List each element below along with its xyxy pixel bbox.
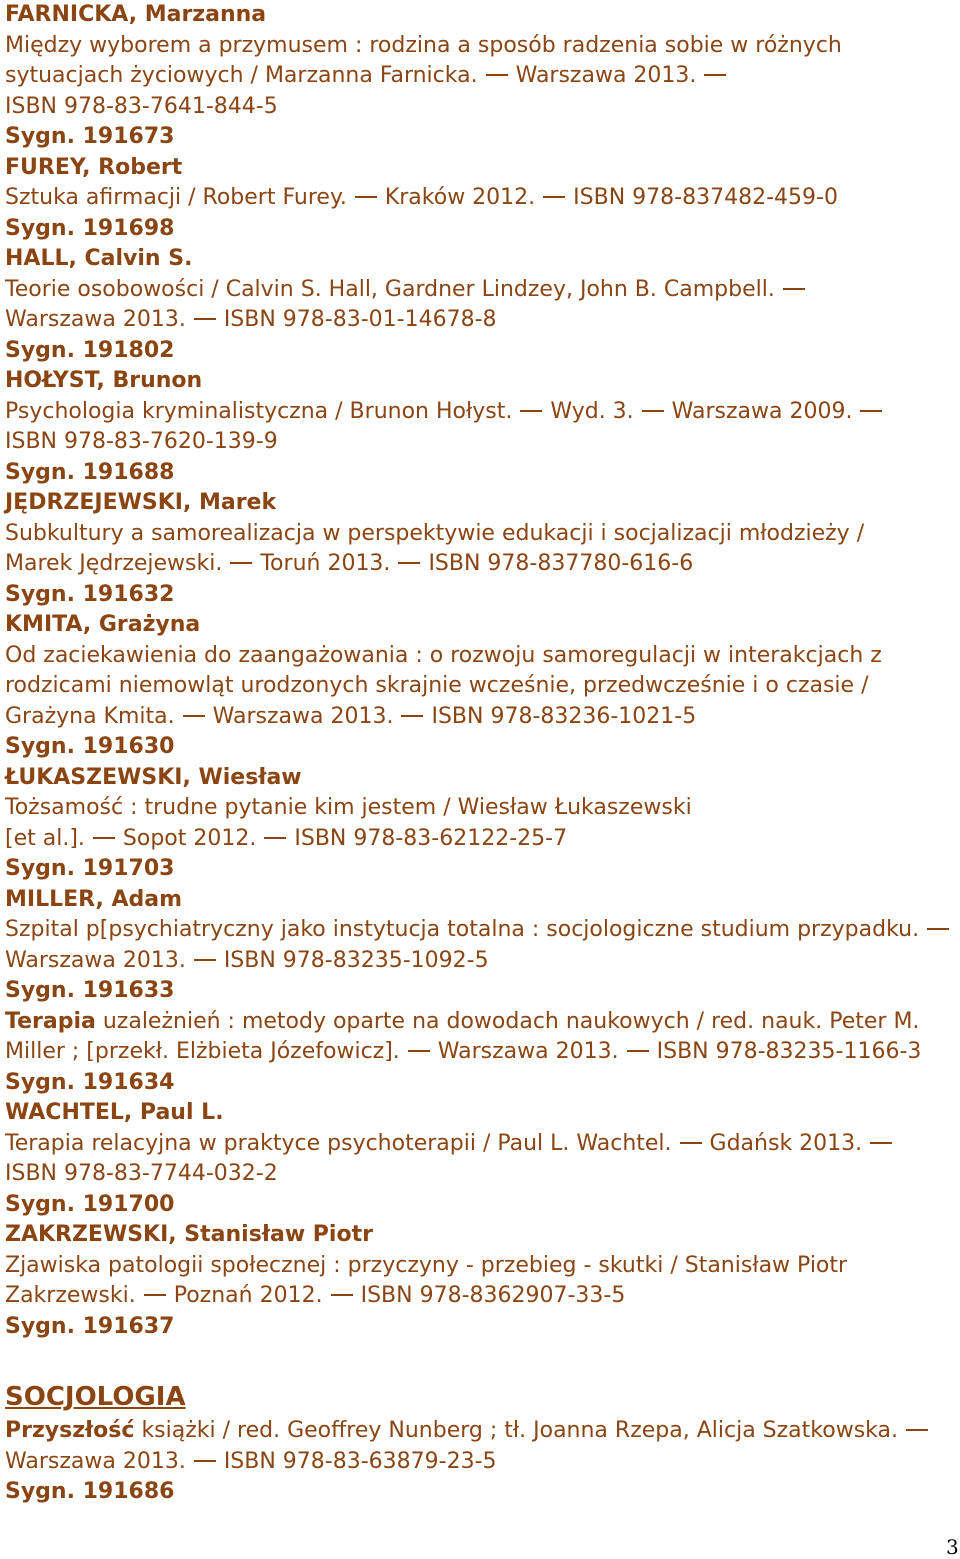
entry-line: [et al.]. Sopot 2012. ISBN 978-83-62122-25-7 [5,825,568,851]
catalog-entry [5,488,955,610]
entry-line: Szpital p[psychiatryczny jako instytucja totalna : socjologiczne studium przypadku. [5,915,955,946]
catalog-content [5,0,955,1508]
entry-author: ZAKRZEWSKI, Stanisław Piotr [5,1222,373,1247]
entry-signature: Sygn. 191637 [5,1313,175,1339]
entry-line: Warszawa 2013. ISBN 978-83235-1092-5 [5,947,489,973]
entry-line: Terapia relacyjna w praktyce psychoterapii / Paul L. Wachtel. Gdańsk 2013. [5,1129,955,1160]
entry-author: JĘDRZEJEWSKI, Marek [5,490,277,515]
entry-author: WACHTEL, Paul L. [5,1100,224,1125]
entry-title: Tożsamość : trudne pytanie kim jestem / Wiesław Łukaszewski [5,795,692,820]
entry-signature: Sygn. 191688 [5,459,175,485]
entry-title: Od zaciekawienia do zaangażowania : o rozwoju samoregulacji w interakcjach z [5,642,882,668]
section-heading: SOCJOLOGIA [5,1382,186,1412]
catalog-entry [5,366,955,488]
entry-line: Zakrzewski. Poznań 2012. ISBN 978-8362907-33-5 [5,1283,626,1308]
entry-author: MILLER, Adam [5,886,183,912]
entry-line: Miller ; [przekł. Elżbieta Józefowicz]. Warszawa 2013. ISBN 978-83235-1166-3 [5,1039,922,1064]
entry-title-keyword: Terapia [5,1008,96,1034]
entry-line: Warszawa 2013. ISBN 978-83-63879-23-5 [5,1448,497,1474]
entry-signature: Sygn. 191634 [5,1069,175,1095]
catalog-entry [5,610,955,763]
entry-signature: Sygn. 191630 [5,734,175,759]
catalog-entry [5,153,955,245]
entry-line: Warszawa 2013. ISBN 978-83-01-14678-8 [5,307,497,332]
entry-author: FARNICKA, Marzanna [5,2,267,27]
entry-title: Przyszłość książki / red. Geoffrey Nunberg ; tł. Joanna Rzepa, Alicja Szatkowska. [5,1416,955,1447]
catalog-entry [5,763,955,885]
entry-title: Terapia uzależnień : metody oparte na dowodach naukowych / red. nauk. Peter M. [5,1008,920,1034]
entry-title: Subkultury a samorealizacja w perspektywie edukacji i socjalizacji młodzieży / [5,520,865,546]
entry-author: HOŁYST, Brunon [5,368,203,393]
catalog-entry [5,0,955,153]
entry-line: Teorie osobowości / Calvin S. Hall, Gardner Lindzey, John B. Campbell. [5,275,955,306]
page-number: 3 [946,1535,959,1559]
entry-line: Marek Jędrzejewski. Toruń 2013. ISBN 978-837780-616-6 [5,551,694,576]
entry-signature: Sygn. 191700 [5,1191,175,1217]
catalog-entry [5,1007,955,1099]
entry-signature: Sygn. 191703 [5,856,175,881]
entry-title: Między wyborem a przymusem : rodzina a sposób radzenia sobie w różnych [5,32,842,58]
entry-title-keyword: Przyszłość [5,1418,135,1443]
entry-signature: Sygn. 191698 [5,215,175,241]
entry-title: rodzicami niemowląt urodzonych skrajnie wcześnie, przedwcześnie i o czasie / [5,673,869,698]
entry-signature: Sygn. 191673 [5,124,175,149]
entry-title: Zjawiska patologii społecznej : przyczyny - przebieg - skutki / Stanisław Piotr [5,1252,848,1278]
entry-author: FUREY, Robert [5,154,183,180]
catalog-entry [5,1098,955,1220]
entry-isbn: ISBN 978-83-7620-139-9 [5,429,278,454]
entry-line: sytuacjach życiowych / Marzanna Farnicka. Warszawa 2013. [5,61,955,92]
entry-signature: Sygn. 191632 [5,581,175,607]
catalog-entry [5,1220,955,1342]
entry-line: Psychologia kryminalistyczna / Brunon Hołyst. Wyd. 3. Warszawa 2009. [5,397,955,428]
entry-isbn: ISBN 978-83-7744-032-2 [5,1161,278,1186]
entry-author: HALL, Calvin S. [5,246,193,271]
catalog-entry [5,1416,955,1508]
entry-author: KMITA, Grażyna [5,612,201,637]
catalog-entry [5,244,955,366]
entry-signature: Sygn. 191633 [5,978,175,1003]
entry-signature: Sygn. 191686 [5,1479,175,1504]
entry-line: Grażyna Kmita. Warszawa 2013. ISBN 978-83236-1021-5 [5,703,697,729]
entry-signature: Sygn. 191802 [5,337,175,363]
entry-isbn: ISBN 978-83-7641-844-5 [5,93,278,119]
entry-author: ŁUKASZEWSKI, Wiesław [5,764,302,790]
entry-line: Sztuka afirmacji / Robert Furey. Kraków 2012. ISBN 978-837482-459-0 [5,185,838,210]
catalog-entry [5,885,955,1007]
